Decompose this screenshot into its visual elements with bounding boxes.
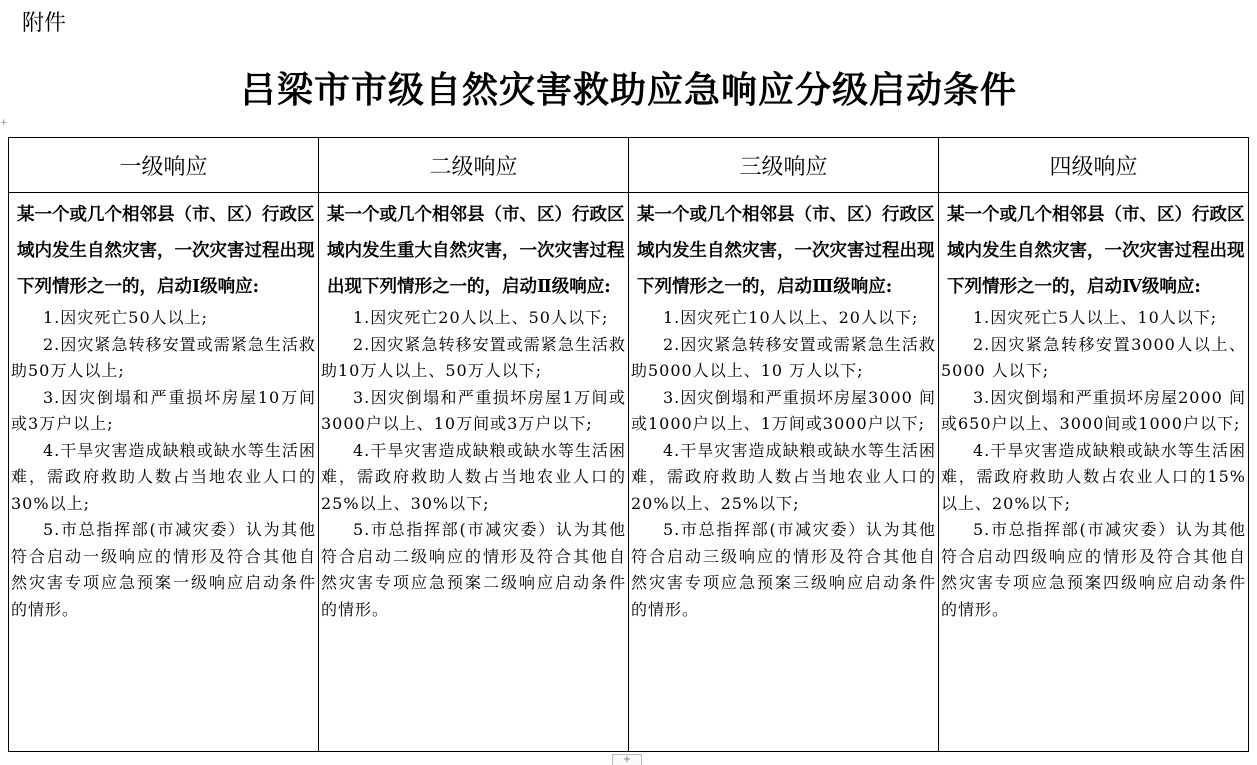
header-level-1: 一级响应 bbox=[9, 138, 319, 193]
level-2-intro: 某一个或几个相邻县（市、区）行政区域内发生重大自然灾害，一次灾害过程出现下列情形之一的，启动Ⅱ级响应: bbox=[327, 205, 625, 297]
level-1-item: 3.因灾倒塌和严重损坏房屋10万间或3万户以上; bbox=[11, 387, 316, 433]
level-2-item: 2.因灾紧急转移安置或需紧急生活救助10万人以上、50万人以下; bbox=[321, 334, 626, 380]
level-2-item: 4.干旱灾害造成缺粮或缺水等生活困难，需政府救助人数占当地农业人口的25%以上、30%以下; bbox=[321, 440, 626, 513]
level-4-intro: 某一个或几个相邻县（市、区）行政区域内发生自然灾害，一次灾害过程出现下列情形之一的，启动Ⅳ级响应: bbox=[947, 205, 1245, 297]
level-4-item: 4.干旱灾害造成缺粮或缺水等生活困难，需政府救助人数占农业人口的15%以上、20%以下; bbox=[941, 440, 1246, 513]
cell-level-1 bbox=[9, 193, 319, 752]
level-3-item: 3.因灾倒塌和严重损坏房屋3000 间或1000户以上、1万间或3000户以下; bbox=[631, 387, 936, 433]
cell-level-2 bbox=[319, 193, 629, 752]
level-4-item: 3.因灾倒塌和严重损坏房屋2000 间或650户以上、3000间或1000户以下; bbox=[941, 387, 1246, 433]
level-2-item: 3.因灾倒塌和严重损坏房屋1万间或3000户以上、10万间或3万户以下; bbox=[321, 387, 626, 433]
response-levels-table-container bbox=[8, 137, 1249, 752]
table-header-row bbox=[9, 138, 1249, 193]
level-4-item: 1.因灾死亡5人以上、10人以下; bbox=[973, 308, 1218, 327]
response-levels-table bbox=[8, 137, 1249, 752]
attachment-label: 附件 bbox=[22, 11, 67, 36]
table-move-handle[interactable]: + bbox=[0, 118, 8, 128]
level-1-item: 2.因灾紧急转移安置或需紧急生活救助50万人以上; bbox=[11, 334, 316, 380]
header-level-2: 二级响应 bbox=[319, 138, 629, 193]
level-3-item: 4.干旱灾害造成缺粮或缺水等生活困难，需政府救助人数占当地农业人口的20%以上、25%以下; bbox=[631, 440, 936, 513]
cell-level-4 bbox=[939, 193, 1249, 752]
header-level-3: 三级响应 bbox=[629, 138, 939, 193]
level-2-item: 5.市总指挥部(市减灾委）认为其他符合启动二级响应的情形及符合其他自然灾害专项应急预案二级响应启动条件的情形。 bbox=[321, 520, 626, 619]
header-level-4: 四级响应 bbox=[939, 138, 1249, 193]
level-3-item: 1.因灾死亡10人以上、20人以下; bbox=[663, 308, 919, 327]
level-1-intro: 某一个或几个相邻县（市、区）行政区域内发生自然灾害，一次灾害过程出现下列情形之一的，启动Ⅰ级响应: bbox=[17, 205, 315, 297]
level-1-item: 5.市总指挥部(市减灾委）认为其他符合启动一级响应的情形及符合其他自然灾害专项应急预案一级响应启动条件的情形。 bbox=[11, 520, 316, 619]
level-2-item: 1.因灾死亡20人以上、50人以下; bbox=[353, 308, 609, 327]
level-1-item: 4.干旱灾害造成缺粮或缺水等生活困难，需政府救助人数占当地农业人口的30%以上; bbox=[11, 440, 316, 513]
level-3-item: 2.因灾紧急转移安置或需紧急生活救助5000人以上、10 万人以下; bbox=[631, 334, 936, 380]
level-3-intro: 某一个或几个相邻县（市、区）行政区域内发生自然灾害，一次灾害过程出现下列情形之一的，启动Ⅲ级响应: bbox=[637, 205, 935, 297]
table-resize-handle[interactable]: + bbox=[612, 754, 642, 765]
level-1-item: 1.因灾死亡50人以上; bbox=[43, 308, 209, 327]
document-title: 吕梁市市级自然灾害救助应急响应分级启动条件 bbox=[239, 69, 1017, 111]
level-4-item: 5.市总指挥部(市减灾委）认为其他符合启动四级响应的情形及符合其他自然灾害专项应急预案四级响应启动条件的情形。 bbox=[941, 520, 1246, 619]
level-3-item: 5.市总指挥部(市减灾委）认为其他符合启动三级响应的情形及符合其他自然灾害专项应急预案三级响应启动条件的情形。 bbox=[631, 520, 936, 619]
level-4-item: 2.因灾紧急转移安置3000人以上、5000 人以下; bbox=[941, 334, 1246, 380]
table-body-row bbox=[9, 193, 1249, 752]
cell-level-3 bbox=[629, 193, 939, 752]
